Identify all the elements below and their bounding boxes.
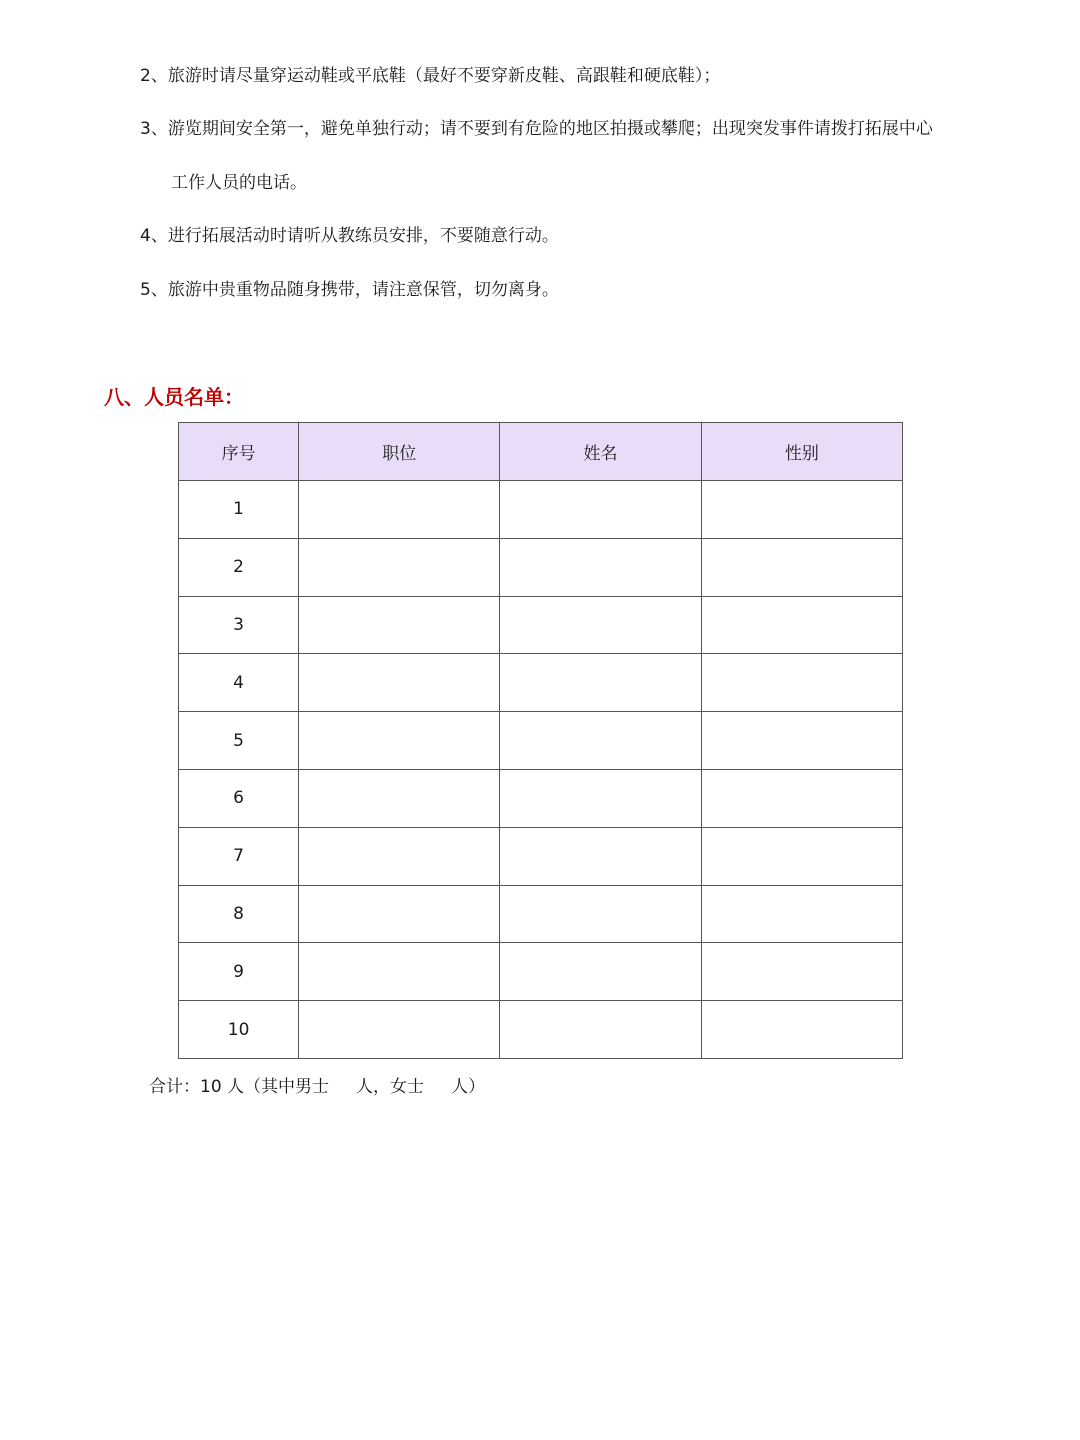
- cell-position[interactable]: [299, 596, 500, 654]
- header-gender: 性别: [701, 423, 902, 481]
- cell-position[interactable]: [299, 712, 500, 770]
- table-row: [179, 654, 903, 712]
- note-item-5: [140, 279, 559, 301]
- header-position: 职位: [299, 423, 500, 481]
- cell-gender[interactable]: [701, 654, 902, 712]
- note-text: 进行拓展活动时请听从教练员安排，不要随意行动。: [167, 226, 559, 246]
- cell-gender[interactable]: [701, 538, 902, 596]
- table-row: [179, 481, 903, 539]
- cell-position[interactable]: [299, 654, 500, 712]
- note-number: 2、: [140, 66, 168, 86]
- cell-index: 5: [179, 712, 299, 770]
- cell-name[interactable]: [500, 596, 701, 654]
- cell-gender[interactable]: [701, 827, 902, 885]
- table-row: [179, 885, 903, 943]
- cell-index: 4: [179, 654, 299, 712]
- note-item-3-continued: [171, 172, 307, 194]
- cell-name[interactable]: [500, 654, 701, 712]
- cell-gender[interactable]: [701, 596, 902, 654]
- cell-name[interactable]: [500, 1001, 701, 1059]
- table-row: [179, 827, 903, 885]
- cell-index: 6: [179, 769, 299, 827]
- cell-index: 8: [179, 885, 299, 943]
- cell-name[interactable]: [500, 481, 701, 539]
- cell-name[interactable]: [500, 538, 701, 596]
- section-heading-roster: 八、人员名单：: [104, 385, 244, 409]
- note-text: 工作人员的电话。: [171, 173, 307, 193]
- table-row: [179, 538, 903, 596]
- table-row: [179, 1001, 903, 1059]
- table-row: [179, 943, 903, 1001]
- cell-gender[interactable]: [701, 885, 902, 943]
- cell-position[interactable]: [299, 481, 500, 539]
- cell-position[interactable]: [299, 885, 500, 943]
- note-item-4: [140, 225, 559, 247]
- table-row: [179, 769, 903, 827]
- cell-gender[interactable]: [701, 769, 902, 827]
- note-text: 旅游中贵重物品随身携带，请注意保管，切勿离身。: [167, 280, 559, 300]
- table-row: [179, 596, 903, 654]
- note-item-3: [140, 118, 933, 140]
- roster-table: [178, 422, 903, 1059]
- cell-name[interactable]: [500, 943, 701, 1001]
- note-item-2: [140, 65, 720, 87]
- cell-gender[interactable]: [701, 943, 902, 1001]
- cell-index: 3: [179, 596, 299, 654]
- cell-index: 10: [179, 1001, 299, 1059]
- cell-gender[interactable]: [701, 1001, 902, 1059]
- cell-name[interactable]: [500, 712, 701, 770]
- note-text: 游览期间安全第一，避免单独行动；请不要到有危险的地区拍摄或攀爬；出现突发事件请拨打拓展中心: [167, 119, 933, 139]
- note-number: 3、: [140, 119, 168, 139]
- table-row: [179, 712, 903, 770]
- cell-name[interactable]: [500, 827, 701, 885]
- roster-summary: 合计：10 人（其中男士 人，女士 人）: [149, 1077, 486, 1097]
- header-index: 序号: [179, 423, 299, 481]
- note-number: 4、: [140, 226, 168, 246]
- cell-name[interactable]: [500, 769, 701, 827]
- cell-index: 2: [179, 538, 299, 596]
- cell-position[interactable]: [299, 827, 500, 885]
- cell-gender[interactable]: [701, 712, 902, 770]
- cell-index: 7: [179, 827, 299, 885]
- cell-position[interactable]: [299, 538, 500, 596]
- note-text: 旅游时请尽量穿运动鞋或平底鞋（最好不要穿新皮鞋、高跟鞋和硬底鞋）；: [167, 66, 721, 86]
- cell-gender[interactable]: [701, 481, 902, 539]
- cell-position[interactable]: [299, 1001, 500, 1059]
- cell-index: 1: [179, 481, 299, 539]
- table-header-row: [179, 423, 903, 481]
- cell-position[interactable]: [299, 769, 500, 827]
- cell-index: 9: [179, 943, 299, 1001]
- cell-name[interactable]: [500, 885, 701, 943]
- note-number: 5、: [140, 280, 168, 300]
- header-name: 姓名: [500, 423, 701, 481]
- cell-position[interactable]: [299, 943, 500, 1001]
